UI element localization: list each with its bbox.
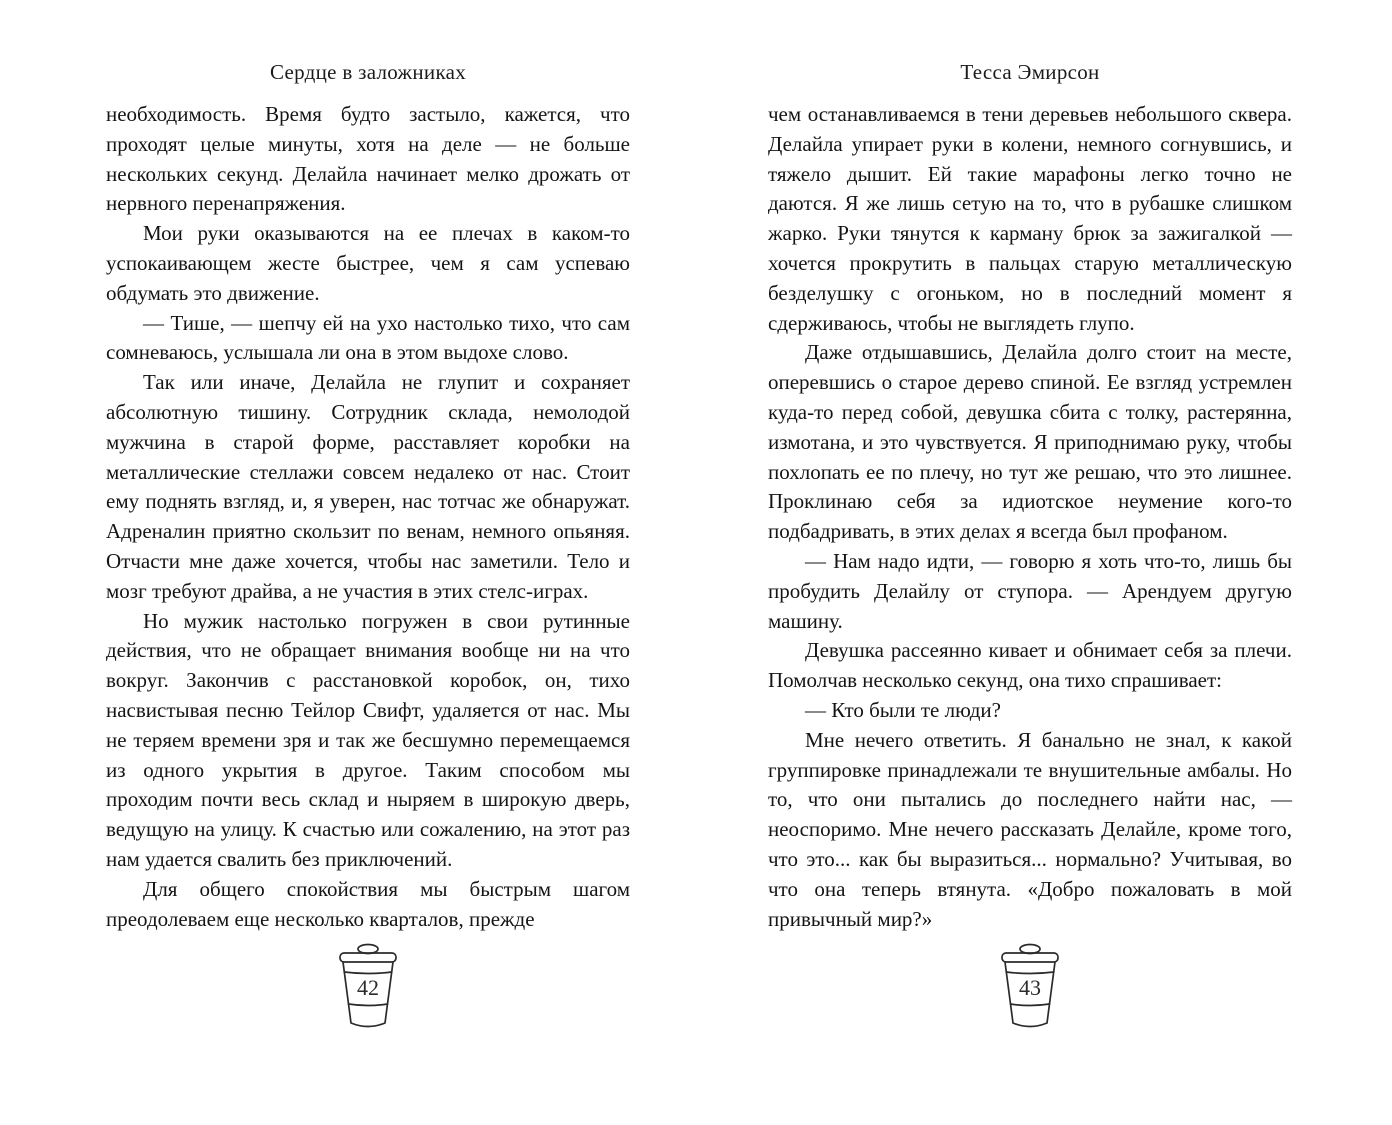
right-page: [768, 60, 1292, 1125]
right-page-body: [768, 100, 1292, 934]
left-page-footer: [106, 942, 630, 1035]
paragraph: Но мужик настолько погружен в свои рутинные действия, что не обращает внимания вообще ни на что вокруг. Закончив с расстановкой коробок, он, тихо насвистывая песню Тейлор Свифт, удаляется от нас. Мы не теряем времени зря и так же бесшумно перемещаемся из одного укрытия в другое. Таким способом мы проходим почти весь склад и ныряем в широкую дверь, ведущую на улицу. К счастью или сожалению, на этот раз нам удается свалить без приключений.: [106, 608, 630, 871]
left-page-body: [106, 100, 630, 934]
paragraph: Так или иначе, Делайла не глупит и сохраняет абсолютную тишину. Сотрудник склада, немолодой мужчина в старой форме, расставляет коробки на металлические стеллажи совсем недалеко от нас. Стоит ему поднять взгляд, и, я уверен, нас тотчас же обнаружат. Адреналин приятно скользит по венам, немного опьяняя. Отчасти мне даже хочется, чтобы нас заметили. Тело и мозг требуют драйва, а не участия в этих стелс-играх.: [106, 370, 630, 603]
right-page-footer: [768, 942, 1292, 1035]
page-number: 42: [357, 975, 379, 1001]
paragraph: необходимость. Время будто застыло, кажется, что проходят целые минуты, хотя на деле — не больше нескольких секунд. Делайла начинает мелко дрожать от нервного перенапряжения.: [106, 102, 630, 216]
running-header-left: Сердце в заложниках: [269, 60, 467, 84]
paragraph: Девушка рассеянно кивает и обнимает себя за плечи. Помолчав несколько секунд, она тихо спрашивает:: [768, 638, 1292, 693]
paragraph: Мои руки оказываются на ее плечах в каком-то успокаивающем жесте быстрее, чем я сам успеваю обдумать это движение.: [106, 221, 630, 305]
paragraph: Для общего спокойствия мы быстрым шагом преодолеваем еще несколько кварталов, прежде: [106, 876, 630, 931]
coffee-cup-page-number-icon: [329, 942, 407, 1030]
paragraph: чем останавливаемся в тени деревьев небольшого сквера. Делайла упирает руки в колени, немного согнувшись, и тяжело дышит. Ей такие марафоны легко точно не даются. Я же лишь сетую на то, что в рубашке слишком жарко. Руки тянутся к карману брюк за зажигалкой — хочется прокрутить в пальцах старую металлическую безделушку с огоньком, но в последний момент я сдерживаюсь, чтобы не выглядеть глупо.: [768, 102, 1292, 335]
paragraph: — Кто были те люди?: [805, 697, 1001, 722]
paragraph: — Тише, — шепчу ей на ухо настолько тихо, что сам сомневаюсь, услышала ли она в этом выдохе слово.: [106, 310, 630, 365]
coffee-cup-page-number-icon: [991, 942, 1069, 1030]
left-page: [106, 60, 630, 1125]
paragraph: Даже отдышавшись, Делайла долго стоит на месте, оперевшись о старое дерево спиной. Ее взгляд устремлен куда-то перед собой, девушка сбита с толку, растерянна, измотана, и это чувствуется. Я приподнимаю руку, чтобы похлопать ее по плечу, но тут же решаю, что это лишнее. Проклинаю себя за идиотское неумение кого-то подбадривать, в этих делах я всегда был профаном.: [768, 340, 1292, 544]
paragraph: — Нам надо идти, — говорю я хоть что-то, лишь бы пробудить Делайлу от ступора. — Арендуем другую машину.: [768, 548, 1292, 633]
running-header-right: Тесса Эмирсон: [960, 60, 1100, 84]
paragraph: Мне нечего ответить. Я банально не знал, к какой группировке принадлежали те внушительные амбалы. Но то, что они пытались до последнего найти нас, — неоспоримо. Мне нечего рассказать Делайле, кроме того, что это... как бы выразиться... нормально? Учитывая, во что она теперь втянута. «Добро пожаловать в мой привычный мир?»: [768, 727, 1292, 931]
page-number: 43: [1019, 975, 1041, 1001]
